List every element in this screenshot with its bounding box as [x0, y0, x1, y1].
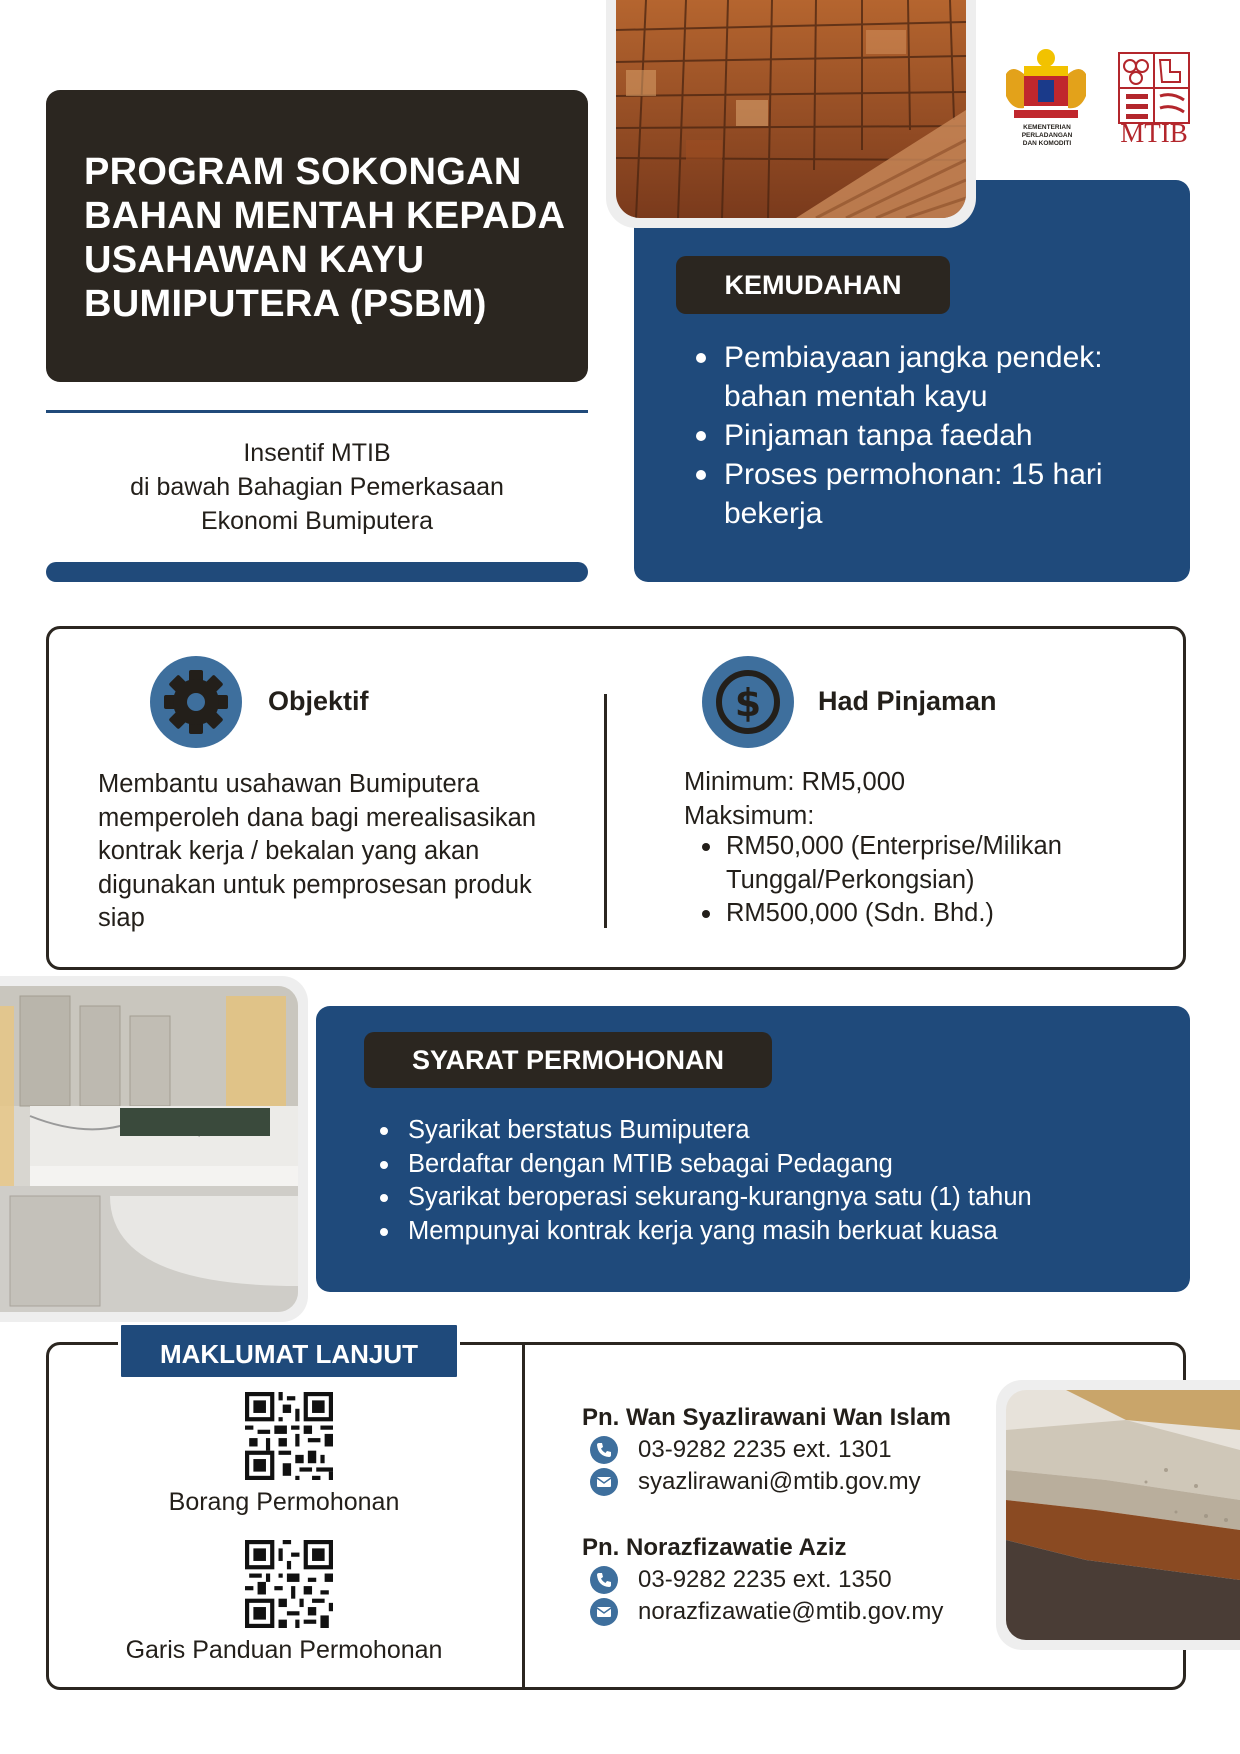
title-line: BAHAN MENTAH KEPADA	[84, 195, 566, 237]
contact-name: Pn. Norazfizawatie Aziz	[582, 1534, 847, 1561]
kemudahan-heading: KEMUDAHAN	[676, 256, 950, 314]
phone-number: 03-9282 2235 ext. 1350	[638, 1566, 892, 1593]
objektif-text: Membantu usahawan Bumiputera memperoleh dana bagi merealisasikan kontrak kerja / bekalan yang akan digunakan untuk pemprosesan produk siap	[98, 770, 536, 932]
list-item: Mempunyai kontrak kerja yang masih berkuat kuasa	[380, 1215, 1180, 1249]
qr-label-borang: Borang Permohonan	[168, 1488, 400, 1516]
timber-stack-image	[616, 0, 966, 218]
email-address: norazfizawatie@mtib.gov.my	[638, 1598, 944, 1625]
qr-code-garis-panduan[interactable]	[245, 1540, 333, 1628]
list-item: RM50,000 (Enterprise/Milikan Tunggal/Perkongsian)	[702, 830, 1142, 897]
title-line: PROGRAM SOKONGAN	[84, 151, 522, 193]
list-item: Syarikat beroperasi sekurang-kurangnya satu (1) tahun	[380, 1181, 1180, 1215]
divider	[522, 1344, 525, 1688]
phone-number: 03-9282 2235 ext. 1301	[638, 1436, 892, 1463]
title-line: USAHAWAN KAYU	[84, 239, 425, 281]
syarat-heading: SYARAT PERMOHONAN	[364, 1032, 772, 1088]
maklumat-heading: MAKLUMAT LANJUT	[118, 1322, 460, 1380]
had-pinjaman-heading: Had Pinjaman	[818, 686, 997, 716]
page-title	[84, 150, 584, 326]
intro-line: di bawah Bahagian Pemerkasaan	[130, 473, 504, 501]
minimum-text: Minimum: RM5,000	[684, 768, 906, 796]
title-line: BUMIPUTERA (PSBM)	[84, 283, 487, 325]
syarat-list	[380, 1114, 1180, 1248]
list-item: Syarikat berstatus Bumiputera	[380, 1114, 1180, 1148]
contact-phone[interactable]	[590, 1566, 892, 1594]
qr-label-garis-panduan: Garis Panduan Permohonan	[125, 1636, 443, 1664]
caption-line: DAN KOMODITI	[1022, 140, 1072, 147]
maksimum-list	[702, 830, 1142, 931]
svg-text:$: $	[734, 681, 762, 725]
contact-email[interactable]	[590, 1468, 921, 1496]
particle-board-image	[1006, 1390, 1240, 1640]
list-item: RM500,000 (Sdn. Bhd.)	[702, 897, 1142, 931]
decorative-bar	[46, 562, 588, 582]
contact-phone[interactable]	[590, 1436, 892, 1464]
email-address: syazlirawani@mtib.gov.my	[638, 1468, 921, 1495]
email-icon	[590, 1598, 618, 1626]
list-item: Berdaftar dengan MTIB sebagai Pedagang	[380, 1148, 1180, 1182]
qr-code-borang[interactable]	[245, 1392, 333, 1480]
divider	[46, 410, 588, 413]
kemudahan-list	[696, 338, 1166, 533]
kitchen-image	[0, 986, 298, 1312]
ministry-caption	[998, 124, 1096, 148]
contact-email[interactable]	[590, 1598, 943, 1626]
objektif-heading: Objektif	[268, 686, 369, 716]
dollar-icon	[702, 656, 794, 748]
intro-line: Insentif MTIB	[243, 439, 391, 467]
mtib-wordmark: MTIB	[1120, 118, 1188, 148]
intro-text	[46, 436, 588, 538]
list-item: Pembiayaan jangka pendek: bahan mentah kayu	[696, 338, 1166, 416]
mtib-logo	[1118, 52, 1190, 124]
maksimum-label: Maksimum:	[684, 802, 815, 830]
gear-icon	[150, 656, 242, 748]
caption-line: KEMENTERIAN PERLADANGAN	[1021, 124, 1073, 139]
email-icon	[590, 1468, 618, 1496]
divider	[604, 694, 607, 928]
contact-name: Pn. Wan Syazlirawani Wan Islam	[582, 1404, 951, 1431]
phone-icon	[590, 1566, 618, 1594]
list-item: Proses permohonan: 15 hari bekerja	[696, 455, 1166, 533]
phone-icon	[590, 1436, 618, 1464]
logos	[998, 44, 1194, 154]
list-item: Pinjaman tanpa faedah	[696, 416, 1166, 455]
intro-line: Ekonomi Bumiputera	[200, 507, 434, 535]
